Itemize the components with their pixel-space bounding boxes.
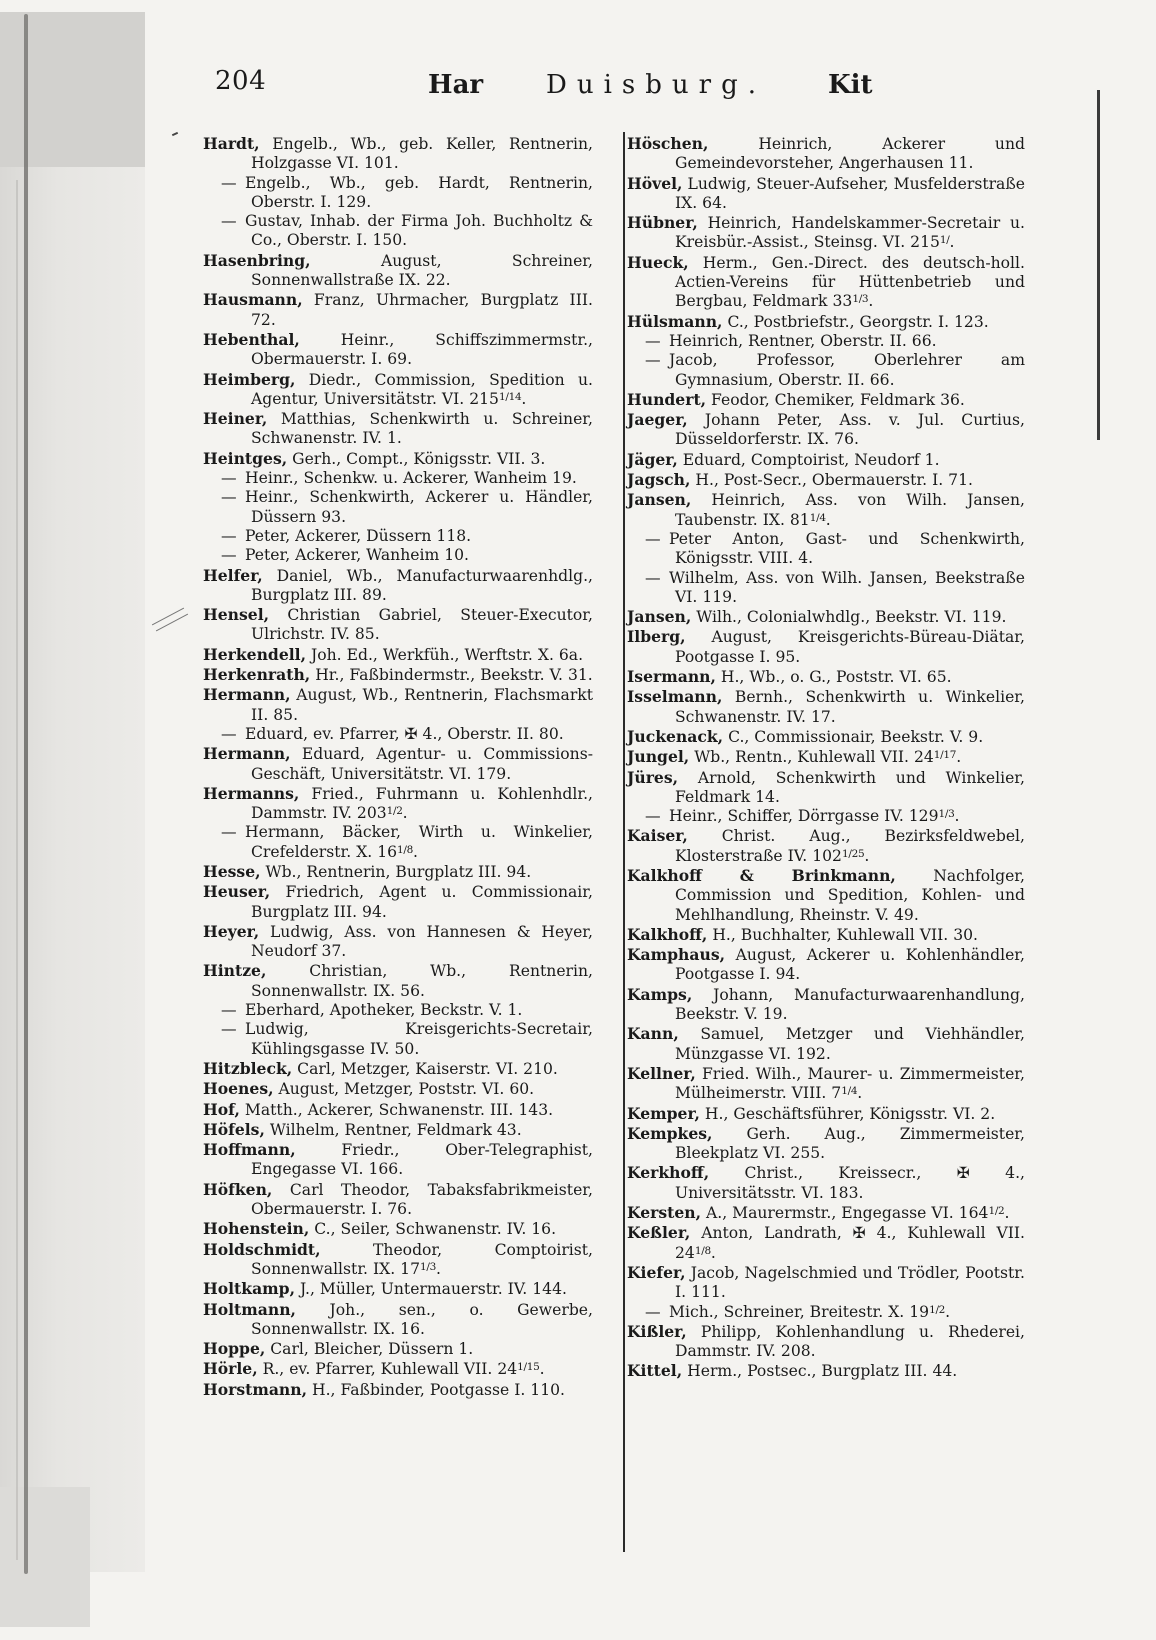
- directory-entry: [203, 134, 593, 174]
- entry-surname: Holdschmidt,: [203, 1239, 321, 1259]
- directory-entry: [627, 727, 1025, 747]
- address-fraction: 1/14: [498, 390, 522, 403]
- entry-surname: Heimberg,: [203, 369, 296, 389]
- entry-surname: Hardt,: [203, 134, 260, 153]
- directory-entry: [203, 645, 593, 665]
- left-catchword: Har: [428, 70, 484, 100]
- address-fraction: 1/15: [517, 1361, 540, 1374]
- entry-surname: Kaiser,: [627, 826, 688, 846]
- directory-entry: [627, 1322, 1025, 1362]
- entry-details: Eduard, Comptoirist, Neudorf 1.: [677, 450, 940, 469]
- address-fraction: 1/3: [938, 808, 955, 821]
- entry-surname: Helfer,: [203, 565, 263, 585]
- entry-details: Heinr., Schiffer, Dörrgasse IV. 129: [669, 807, 939, 826]
- entry-surname: Kamphaus,: [627, 945, 726, 965]
- entry-surname: Hitzbleck,: [203, 1058, 293, 1078]
- entry-details: Jacob, Professor, Oberlehrer am Gymnasium, Oberstr. II. 66.: [669, 351, 1025, 389]
- entry-details: Joh., sen., o. Gewerbe, Sonnenwallstr. IX. 16.: [251, 1300, 593, 1338]
- directory-entry: [203, 1300, 593, 1340]
- entry-details: Engelb., Wb., geb. Hardt, Rentnerin, Oberstr. I. 129.: [245, 173, 593, 211]
- entry-details: Ludwig, Steuer-Aufseher, Musfelderstraße IX. 64.: [675, 174, 1025, 212]
- entry-details: Heinrich, Handelskammer-Secretair u. Kreisbür.-Assist., Steinsg. VI. 215: [675, 214, 1025, 252]
- directory-subentry: [203, 1020, 593, 1059]
- entry-details: Nachfolger, Commission und Spedition, Kohlen- und Mehlhandlung, Rheinstr. V. 49.: [675, 866, 1026, 924]
- entry-details: Engelb., Wb., geb. Keller, Rentnerin, Holzgasse VI. 101.: [251, 135, 593, 173]
- entry-end: .: [864, 846, 870, 865]
- entry-details: August, Kreisgerichts-Büreau-Diätar, Pootgasse I. 95.: [675, 628, 1025, 666]
- directory-entry: [627, 1263, 1025, 1303]
- entry-details: H., Geschäftsführer, Königsstr. VI. 2.: [699, 1104, 996, 1123]
- binding-thread: [24, 14, 28, 1574]
- entry-details: Anton, Landrath, ✠ 4., Kuhlewall VII. 24: [675, 1224, 1025, 1262]
- directory-subentry: [203, 212, 593, 251]
- entry-surname: Hesse,: [203, 861, 261, 881]
- address-fraction: 1/2: [929, 1303, 946, 1316]
- directory-entry: [627, 1361, 1025, 1381]
- entry-surname: Jungel,: [627, 747, 690, 767]
- entry-surname: Hebenthal,: [203, 329, 300, 349]
- directory-entry: [627, 213, 1025, 253]
- directory-subentry: [627, 530, 1025, 569]
- entry-details: Heinr., Schenkw. u. Ackerer, Wanheim 19.: [245, 469, 577, 488]
- entry-details: Theodor, Comptoirist, Sonnenwallstr. IX. 17: [251, 1240, 593, 1278]
- directory-subentry: [203, 546, 593, 565]
- paper-fold: [0, 12, 145, 167]
- address-fraction: 1/2: [386, 805, 403, 818]
- directory-entry: [203, 1359, 593, 1379]
- entry-surname: Holtmann,: [203, 1299, 296, 1319]
- entry-details: Christian, Wb., Rentnerin, Sonnenwallstr. IX. 56.: [251, 962, 593, 1000]
- ditto-dash: —: [645, 1302, 661, 1321]
- ditto-dash: —: [221, 1020, 237, 1039]
- directory-entry: [627, 945, 1025, 985]
- entry-surname: Herkendell,: [203, 644, 307, 664]
- directory-entry: [203, 1059, 593, 1079]
- ditto-dash: —: [221, 469, 237, 488]
- directory-entry: [627, 1064, 1025, 1104]
- directory-entry: [203, 370, 593, 410]
- entry-details: Arnold, Schenkwirth und Winkelier, Feldmark 14.: [675, 768, 1025, 806]
- entry-surname: Kemper,: [627, 1103, 700, 1123]
- entry-surname: Höfken,: [203, 1179, 273, 1199]
- entry-end: .: [521, 389, 527, 408]
- entry-details: Samuel, Metzger und Viehhändler, Münzgasse VI. 192.: [675, 1025, 1025, 1063]
- ditto-dash: —: [645, 568, 661, 587]
- entry-end: .: [868, 292, 874, 311]
- ditto-dash: —: [221, 546, 237, 565]
- directory-entry: [203, 1240, 593, 1280]
- entry-surname: Kalkhoff,: [627, 924, 708, 944]
- entry-details: Herm., Gen.-Direct. des deutsch-holl. Actien-Vereins für Hüttenbetrieb und Bergbau, Feldmark 33: [675, 253, 1025, 311]
- directory-entry: [203, 744, 593, 784]
- entry-details: Wilhelm, Rentner, Feldmark 43.: [264, 1120, 522, 1139]
- entry-details: Feodor, Chemiker, Feldmark 36.: [706, 390, 965, 409]
- stray-mark: [172, 132, 178, 136]
- directory-entry: [627, 607, 1025, 627]
- directory-entry: [203, 784, 593, 824]
- entry-details: Matth., Ackerer, Schwanenstr. III. 143.: [239, 1100, 554, 1119]
- entry-details: Daniel, Wb., Manufacturwaarenhdlg., Burgplatz III. 89.: [251, 566, 593, 604]
- address-fraction: 1/: [939, 234, 950, 247]
- directory-entry: [627, 985, 1025, 1025]
- entry-details: Eberhard, Apotheker, Beckstr. V. 1.: [245, 1001, 523, 1020]
- ditto-dash: —: [645, 331, 661, 350]
- entry-end: .: [710, 1243, 716, 1262]
- entry-end: .: [949, 233, 955, 252]
- entry-details: C., Postbriefstr., Georgstr. I. 123.: [722, 312, 989, 331]
- entry-end: .: [945, 1302, 951, 1321]
- entry-details: August, Wb., Rentnerin, Flachsmarkt II. 85.: [251, 686, 593, 724]
- directory-entry: [627, 866, 1025, 925]
- right-column: [627, 134, 1025, 1382]
- directory-subentry: [627, 569, 1025, 608]
- directory-entry: [203, 409, 593, 449]
- entry-end: .: [956, 748, 962, 767]
- ditto-dash: —: [221, 212, 237, 231]
- left-column: [203, 134, 593, 1400]
- entry-details: J., Müller, Untermauerstr. IV. 144.: [295, 1280, 567, 1299]
- entry-details: Philipp, Kohlenhandlung u. Rhederei, Dammstr. IV. 208.: [675, 1322, 1025, 1361]
- directory-entry: [627, 450, 1025, 470]
- entry-details: Friedrich, Agent u. Commissionair, Burgplatz III. 94.: [251, 883, 593, 921]
- entry-details: Hr., Faßbindermstr., Beekstr. V. 31.: [310, 666, 593, 685]
- directory-entry: [627, 627, 1025, 667]
- entry-end: .: [1004, 1204, 1010, 1223]
- entry-details: Christ. Aug., Bezirksfeldwebel, Klosterstraße IV. 102: [675, 827, 1025, 865]
- paper-fold: [0, 1487, 90, 1627]
- entry-details: Carl, Metzger, Kaiserstr. VI. 210.: [292, 1059, 558, 1078]
- directory-entry: [627, 1104, 1025, 1124]
- entry-surname: Hermann,: [203, 744, 291, 764]
- entry-details: H., Buchhalter, Kuhlewall VII. 30.: [707, 925, 979, 944]
- ditto-dash: —: [221, 823, 237, 842]
- directory-subentry: [627, 807, 1025, 826]
- directory-entry: [627, 490, 1025, 530]
- directory-entry: [203, 665, 593, 685]
- directory-entry: [203, 1339, 593, 1359]
- entry-surname: Kittel,: [627, 1361, 683, 1381]
- entry-surname: Höschen,: [627, 134, 709, 153]
- entry-surname: Heuser,: [203, 882, 271, 902]
- entry-details: C., Commissionair, Beekstr. V. 9.: [723, 727, 984, 746]
- address-fraction: 1/4: [809, 511, 826, 524]
- directory-entry: [627, 1163, 1025, 1203]
- entry-surname: Hensel,: [203, 605, 270, 625]
- entry-details: Joh. Ed., Werkfüh., Werftstr. X. 6a.: [306, 645, 584, 664]
- entry-details: Christ., Kreissecr., ✠ 4., Universitätsstr. VI. 183.: [675, 1164, 1025, 1202]
- entry-surname: Hermanns,: [203, 783, 300, 803]
- directory-entry: [627, 470, 1025, 490]
- directory-entry: [203, 566, 593, 606]
- entry-details: Fried. Wilh., Maurer- u. Zimmermeister, Mülheimerstr. VIII. 7: [675, 1064, 1025, 1103]
- directory-entry: [627, 747, 1025, 767]
- entry-surname: Hörle,: [203, 1359, 258, 1379]
- address-fraction: 1/17: [933, 749, 957, 762]
- entry-details: Gerh. Aug., Zimmermeister, Bleekplatz VI. 255.: [675, 1124, 1025, 1163]
- address-fraction: 1/2: [988, 1205, 1005, 1218]
- entry-surname: Kempkes,: [627, 1123, 713, 1143]
- entry-end: .: [539, 1360, 545, 1379]
- directory-entry: [203, 1140, 593, 1180]
- entry-surname: Hueck,: [627, 252, 689, 272]
- address-fraction: 1/8: [694, 1244, 711, 1257]
- entry-details: Johann Peter, Ass. v. Jul. Curtius, Düsseldorferstr. IX. 76.: [675, 411, 1025, 449]
- entry-details: H., Post-Secr., Obermauerstr. I. 71.: [690, 471, 973, 490]
- entry-surname: Hof,: [203, 1099, 240, 1119]
- directory-entry: [203, 449, 593, 469]
- entry-surname: Hintze,: [203, 961, 267, 981]
- entry-surname: Heiner,: [203, 409, 268, 429]
- directory-entry: [203, 1180, 593, 1220]
- entry-details: Gustav, Inhab. der Firma Joh. Buchholtz & Co., Oberstr. I. 150.: [245, 212, 593, 250]
- entry-details: Heinrich, Rentner, Oberstr. II. 66.: [669, 331, 937, 350]
- entry-surname: Isselmann,: [627, 687, 723, 707]
- entry-surname: Kerkhoff,: [627, 1163, 710, 1183]
- directory-entry: [203, 1279, 593, 1299]
- entry-details: Gerh., Compt., Königsstr. VII. 3.: [287, 449, 546, 468]
- directory-subentry: [203, 527, 593, 546]
- entry-surname: Keßler,: [627, 1223, 691, 1243]
- directory-subentry: [203, 488, 593, 527]
- entry-surname: Ilberg,: [627, 627, 686, 647]
- directory-entry: [627, 1124, 1025, 1164]
- entry-details: August, Metzger, Poststr. VI. 60.: [273, 1080, 535, 1099]
- entry-details: Ludwig, Kreisgerichts-Secretair, Kühlingsgasse IV. 50.: [245, 1020, 593, 1058]
- address-fraction: 1/4: [841, 1085, 858, 1098]
- entry-surname: Jansen,: [627, 607, 692, 627]
- directory-entry: [203, 251, 593, 291]
- directory-entry: [203, 1120, 593, 1140]
- entry-details: Heinr., Schiffszimmermstr., Obermauerstr. I. 69.: [251, 330, 593, 369]
- entry-details: Bernh., Schenkwirth u. Winkelier, Schwanenstr. IV. 17.: [675, 688, 1025, 726]
- entry-surname: Jaeger,: [627, 410, 688, 430]
- entry-details: Carl, Bleicher, Düssern 1.: [265, 1340, 474, 1359]
- directory-entry: [203, 685, 593, 725]
- directory-entry: [203, 1079, 593, 1099]
- directory-subentry: [627, 1303, 1025, 1322]
- directory-entry: [627, 687, 1025, 727]
- entry-surname: Kellner,: [627, 1063, 696, 1083]
- ditto-dash: —: [221, 1001, 237, 1020]
- directory-entry: [203, 862, 593, 882]
- entry-details: H., Faßbinder, Pootgasse I. 110.: [307, 1380, 565, 1399]
- entry-surname: Juckenack,: [627, 726, 724, 746]
- entry-details: Mich., Schreiner, Breitestr. X. 19: [669, 1302, 930, 1321]
- ditto-dash: —: [221, 488, 237, 507]
- entry-details: Peter, Ackerer, Düssern 118.: [245, 526, 472, 545]
- entry-surname: Herkenrath,: [203, 665, 311, 685]
- directory-entry: [627, 410, 1025, 450]
- directory-entry: [627, 1024, 1025, 1064]
- entry-details: Wilhelm, Ass. von Wilh. Jansen, Beekstraße VI. 119.: [669, 568, 1025, 606]
- entry-surname: Kamps,: [627, 984, 693, 1004]
- directory-subentry: [203, 725, 593, 744]
- entry-surname: Jäger,: [627, 449, 678, 469]
- directory-entry: [627, 134, 1025, 174]
- entry-surname: Holtkamp,: [203, 1279, 296, 1299]
- entry-surname: Hübner,: [627, 213, 698, 233]
- directory-entry: [627, 174, 1025, 214]
- entry-surname: Hövel,: [627, 173, 683, 193]
- entry-surname: Kiefer,: [627, 1262, 686, 1282]
- entry-end: .: [436, 1259, 441, 1278]
- entry-details: Ludwig, Ass. von Hannesen & Heyer, Neudorf 37.: [251, 922, 593, 961]
- entry-details: August, Schreiner, Sonnenwallstraße IX. 22.: [251, 251, 593, 290]
- address-fraction: 1/8: [397, 843, 414, 856]
- directory-entry: [203, 922, 593, 962]
- entry-details: Heinrich, Ass. von Wilh. Jansen, Taubenstr. IX. 81: [675, 491, 1025, 529]
- entry-end: .: [413, 842, 419, 861]
- binding-margin: [0, 12, 145, 1572]
- directory-entry: [627, 253, 1025, 312]
- entry-end: .: [825, 510, 831, 529]
- ditto-dash: —: [645, 807, 661, 826]
- directory-entry: [627, 768, 1025, 808]
- entry-surname: Hasenbring,: [203, 250, 311, 270]
- directory-entry: [203, 290, 593, 330]
- entry-details: Hermann, Bäcker, Wirth u. Winkelier, Crefelderstr. X. 16: [245, 823, 593, 861]
- directory-entry: [203, 1380, 593, 1400]
- directory-subentry: [627, 351, 1025, 390]
- entry-details: Franz, Uhrmacher, Burgplatz III. 72.: [251, 291, 593, 329]
- entry-surname: Hoffmann,: [203, 1140, 296, 1160]
- page-title: Duisburg.: [546, 70, 766, 100]
- entry-surname: Hundert,: [627, 389, 707, 409]
- entry-details: Matthias, Schenkwirth u. Schreiner, Schwanenstr. IV. 1.: [251, 410, 593, 448]
- entry-surname: Isermann,: [627, 667, 716, 687]
- entry-details: Peter Anton, Gast- und Schenkwirth, Königsstr. VIII. 4.: [669, 529, 1025, 568]
- entry-details: Wb., Rentn., Kuhlewall VII. 24: [689, 748, 934, 767]
- entry-details: Heinr., Schenkwirth, Ackerer u. Händler, Düssern 93.: [245, 488, 593, 526]
- entry-end: .: [857, 1084, 863, 1103]
- entry-details: A., Maurermstr., Engegasse VI. 164: [701, 1204, 989, 1223]
- directory-entry: [627, 390, 1025, 410]
- ditto-dash: —: [221, 724, 237, 743]
- address-fraction: 1/3: [420, 1260, 436, 1273]
- entry-details: R., ev. Pfarrer, Kuhlewall VII. 24: [257, 1360, 518, 1379]
- entry-details: Christian Gabriel, Steuer-Executor, Ulrichstr. IV. 85.: [251, 606, 593, 644]
- pencil-marks: [150, 612, 190, 632]
- entry-surname: Jüres,: [627, 767, 679, 787]
- entry-surname: Hoppe,: [203, 1339, 266, 1359]
- entry-details: Wb., Rentnerin, Burgplatz III. 94.: [260, 862, 532, 881]
- entry-surname: Hoenes,: [203, 1079, 274, 1099]
- entry-details: Wilh., Colonialwhdlg., Beekstr. VI. 119.: [691, 608, 1007, 627]
- entry-details: August, Ackerer u. Kohlenhändler, Pootgasse I. 94.: [675, 946, 1025, 984]
- directory-entry: [203, 605, 593, 645]
- entry-surname: Hülsmann,: [627, 311, 723, 331]
- ditto-dash: —: [221, 526, 237, 545]
- entry-surname: Kersten,: [627, 1203, 702, 1223]
- entry-surname: Kalkhoff & Brinkmann,: [627, 865, 896, 885]
- entry-details: Heinrich, Ackerer und Gemeindevorsteher, Angerhausen 11.: [675, 135, 1025, 173]
- ditto-dash: —: [645, 351, 661, 370]
- entry-end: .: [402, 804, 408, 823]
- entry-surname: Hausmann,: [203, 290, 303, 310]
- entry-details: Eduard, Agentur- u. Commissions-Geschäft, Universitätstr. VI. 179.: [251, 745, 593, 783]
- directory-entry: [203, 882, 593, 922]
- entry-details: C., Seiler, Schwanenstr. IV. 16.: [309, 1220, 557, 1239]
- entry-surname: Kißler,: [627, 1321, 687, 1341]
- binding-edge: [16, 180, 18, 1560]
- margin-rule: [1097, 90, 1100, 440]
- entry-details: H., Wb., o. G., Poststr. VI. 65.: [715, 668, 952, 687]
- entry-surname: Heintges,: [203, 448, 288, 468]
- directory-entry: [203, 1100, 593, 1120]
- address-fraction: 1/3: [852, 293, 869, 306]
- entry-surname: Jansen,: [627, 490, 692, 510]
- directory-entry: [627, 826, 1025, 866]
- ditto-dash: —: [645, 529, 661, 548]
- directory-entry: [627, 667, 1025, 687]
- directory-subentry: [203, 174, 593, 213]
- directory-entry: [627, 312, 1025, 332]
- entry-surname: Jagsch,: [627, 470, 691, 490]
- entry-details: Eduard, ev. Pfarrer, ✠ 4., Oberstr. II. 80.: [245, 724, 564, 743]
- directory-subentry: [627, 332, 1025, 351]
- directory-subentry: [203, 469, 593, 488]
- entry-surname: Horstmann,: [203, 1379, 308, 1399]
- entry-details: Friedr., Ober-Telegraphist, Engegasse VI. 166.: [251, 1141, 593, 1179]
- column-divider: [623, 132, 625, 1552]
- directory-entry: [203, 330, 593, 370]
- directory-entry: [203, 1219, 593, 1239]
- directory-entry: [203, 961, 593, 1001]
- directory-entry: [627, 1223, 1025, 1263]
- entry-details: Carl Theodor, Tabaksfabrikmeister, Obermauerstr. I. 76.: [251, 1180, 593, 1219]
- entry-details: Herm., Postsec., Burgplatz III. 44.: [682, 1362, 958, 1381]
- directory-entry: [627, 1203, 1025, 1223]
- address-fraction: 1/25: [841, 847, 865, 860]
- directory-subentry: [203, 1001, 593, 1020]
- ditto-dash: —: [221, 173, 237, 192]
- entry-surname: Höfels,: [203, 1119, 265, 1139]
- entry-surname: Hohenstein,: [203, 1219, 310, 1239]
- entry-end: .: [954, 807, 960, 826]
- entry-details: Johann, Manufacturwaarenhandlung, Beekstr. V. 19.: [675, 985, 1025, 1024]
- entry-details: Peter, Ackerer, Wanheim 10.: [245, 546, 469, 565]
- page-number: 204: [215, 66, 267, 96]
- directory-entry: [627, 925, 1025, 945]
- entry-surname: Kann,: [627, 1024, 679, 1044]
- entry-details: Diedr., Commission, Spedition u. Agentur, Universitätstr. VI. 215: [251, 370, 593, 408]
- right-catchword: Kit: [828, 70, 873, 100]
- entry-details: Fried., Fuhrmann u. Kohlenhdlr., Dammstr. IV. 203: [251, 784, 593, 823]
- entry-surname: Hermann,: [203, 685, 291, 705]
- entry-details: Jacob, Nagelschmied und Trödler, Pootstr. I. 111.: [675, 1263, 1025, 1302]
- directory-subentry: [203, 823, 593, 862]
- entry-surname: Heyer,: [203, 921, 260, 941]
